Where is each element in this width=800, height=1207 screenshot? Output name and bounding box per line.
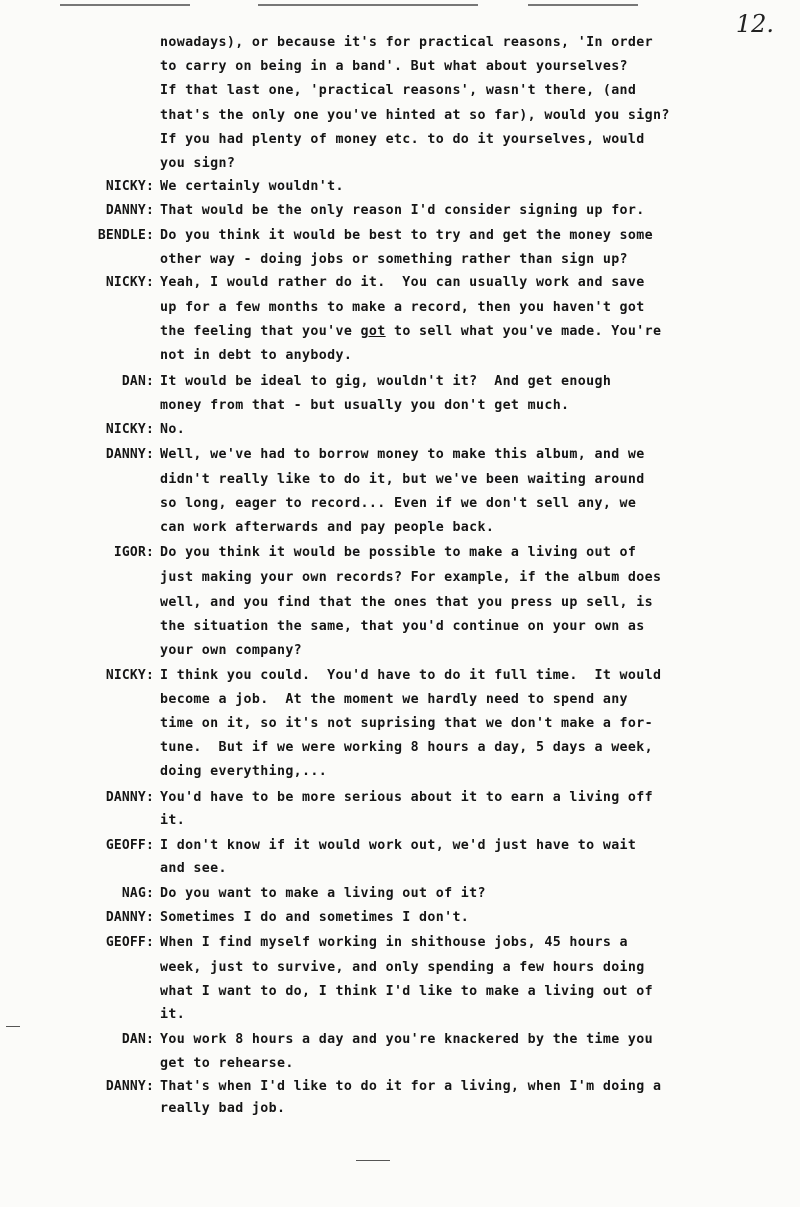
dialogue-line: Do you think it would be possible to make a living out of [160, 545, 637, 560]
dialogue-line: Do you want to make a living out of it? [160, 886, 486, 901]
dialogue-line: Sometimes I do and sometimes I don't. [160, 910, 470, 925]
dialogue-line: You work 8 hours a day and you're knackered by the time you [160, 1032, 653, 1047]
speaker-label: DANNY: [105, 790, 154, 805]
dialogue-line: well, and you find that the ones that you press up sell, is [160, 595, 653, 610]
dialogue-line: tune. But if we were working 8 hours a day, 5 days a week, [160, 740, 653, 755]
dialogue-line: That's when I'd like to do it for a living, when I'm doing a [160, 1079, 662, 1094]
dialogue-line: just making your own records? For example, if the album does [160, 570, 662, 585]
dialogue-line: money from that - but usually you don't get much. [160, 398, 570, 413]
speaker-label: NICKY: [105, 275, 154, 290]
dialogue-line-segment: to sell what you've made. You're [385, 324, 662, 339]
dialogue-line: week, just to survive, and only spending a few hours doing [160, 960, 645, 975]
dialogue-line: doing everything,... [160, 764, 328, 779]
speaker-label: IGOR: [113, 545, 154, 560]
speaker-label: DANNY: [105, 203, 154, 218]
dialogue-line: can work afterwards and pay people back. [160, 520, 495, 535]
dialogue-line: up for a few months to make a record, then you haven't got [160, 300, 645, 315]
dialogue-line: When I find myself working in shithouse jobs, 45 hours a [160, 935, 628, 950]
dialogue-line: It would be ideal to gig, wouldn't it? And get enough [160, 374, 612, 389]
speaker-label: DANNY: [105, 1079, 154, 1094]
dialogue-line: didn't really like to do it, but we've been waiting around [160, 472, 645, 487]
dialogue-line: become a job. At the moment we hardly need to spend any [160, 692, 628, 707]
speaker-label: BENDLE: [97, 228, 154, 243]
dialogue-line: No. [160, 422, 186, 437]
dialogue-line: We certainly wouldn't. [160, 179, 344, 194]
speaker-label: DAN: [121, 1032, 154, 1047]
top-edge-mark [528, 4, 638, 6]
intro-line: to carry on being in a band'. But what about yourselves? [160, 59, 628, 74]
intro-line: If you had plenty of money etc. to do it yourselves, would [160, 132, 645, 147]
speaker-label: NAG: [121, 886, 154, 901]
dialogue-line: and see. [160, 861, 227, 876]
speaker-label: DAN: [121, 374, 154, 389]
dialogue-line: other way - doing jobs or something rather than sign up? [160, 252, 628, 267]
underlined-word: got [360, 324, 386, 339]
dialogue-line: really bad job. [160, 1101, 286, 1116]
dialogue-line: Yeah, I would rather do it. You can usually work and save [160, 275, 645, 290]
page-number: 12. [735, 10, 774, 38]
dialogue-line [160, 320, 661, 344]
top-edge-mark [258, 4, 478, 6]
speaker-label: NICKY: [105, 668, 154, 683]
dialogue-line: I think you could. You'd have to do it full time. It would [160, 668, 662, 683]
intro-line: that's the only one you've hinted at so far), would you sign? [160, 108, 670, 123]
speaker-label: GEOFF: [105, 935, 154, 950]
dialogue-line: it. [160, 1007, 186, 1022]
intro-line: nowadays), or because it's for practical reasons, 'In order [160, 35, 653, 50]
speaker-label: GEOFF: [105, 838, 154, 853]
dialogue-line: what I want to do, I think I'd like to make a living out of [160, 984, 653, 999]
speaker-label: DANNY: [105, 447, 154, 462]
dialogue-line: it. [160, 813, 186, 828]
dialogue-line-segment: the feeling that you've [160, 324, 361, 339]
dialogue-line: Do you think it would be best to try and get the money some [160, 228, 653, 243]
dialogue-line: Well, we've had to borrow money to make this album, and we [160, 447, 645, 462]
intro-line: you sign? [160, 156, 236, 171]
scan-speck [6, 1026, 20, 1027]
dialogue-line: your own company? [160, 643, 303, 658]
dialogue-line: That would be the only reason I'd consider signing up for. [160, 203, 645, 218]
intro-line: If that last one, 'practical reasons', wasn't there, (and [160, 83, 637, 98]
speaker-label: NICKY: [105, 179, 154, 194]
speaker-label: DANNY: [105, 910, 154, 925]
dialogue-line: the situation the same, that you'd continue on your own as [160, 619, 645, 634]
top-edge-mark [60, 4, 190, 6]
dialogue-line: You'd have to be more serious about it to earn a living off [160, 790, 653, 805]
dialogue-line: so long, eager to record... Even if we don't sell any, we [160, 496, 637, 511]
dialogue-line: I don't know if it would work out, we'd just have to wait [160, 838, 637, 853]
scan-speck [356, 1160, 390, 1161]
dialogue-line: not in debt to anybody. [160, 348, 353, 363]
dialogue-line: time on it, so it's not suprising that we don't make a for- [160, 716, 653, 731]
dialogue-line: get to rehearse. [160, 1056, 294, 1071]
speaker-label: NICKY: [105, 422, 154, 437]
